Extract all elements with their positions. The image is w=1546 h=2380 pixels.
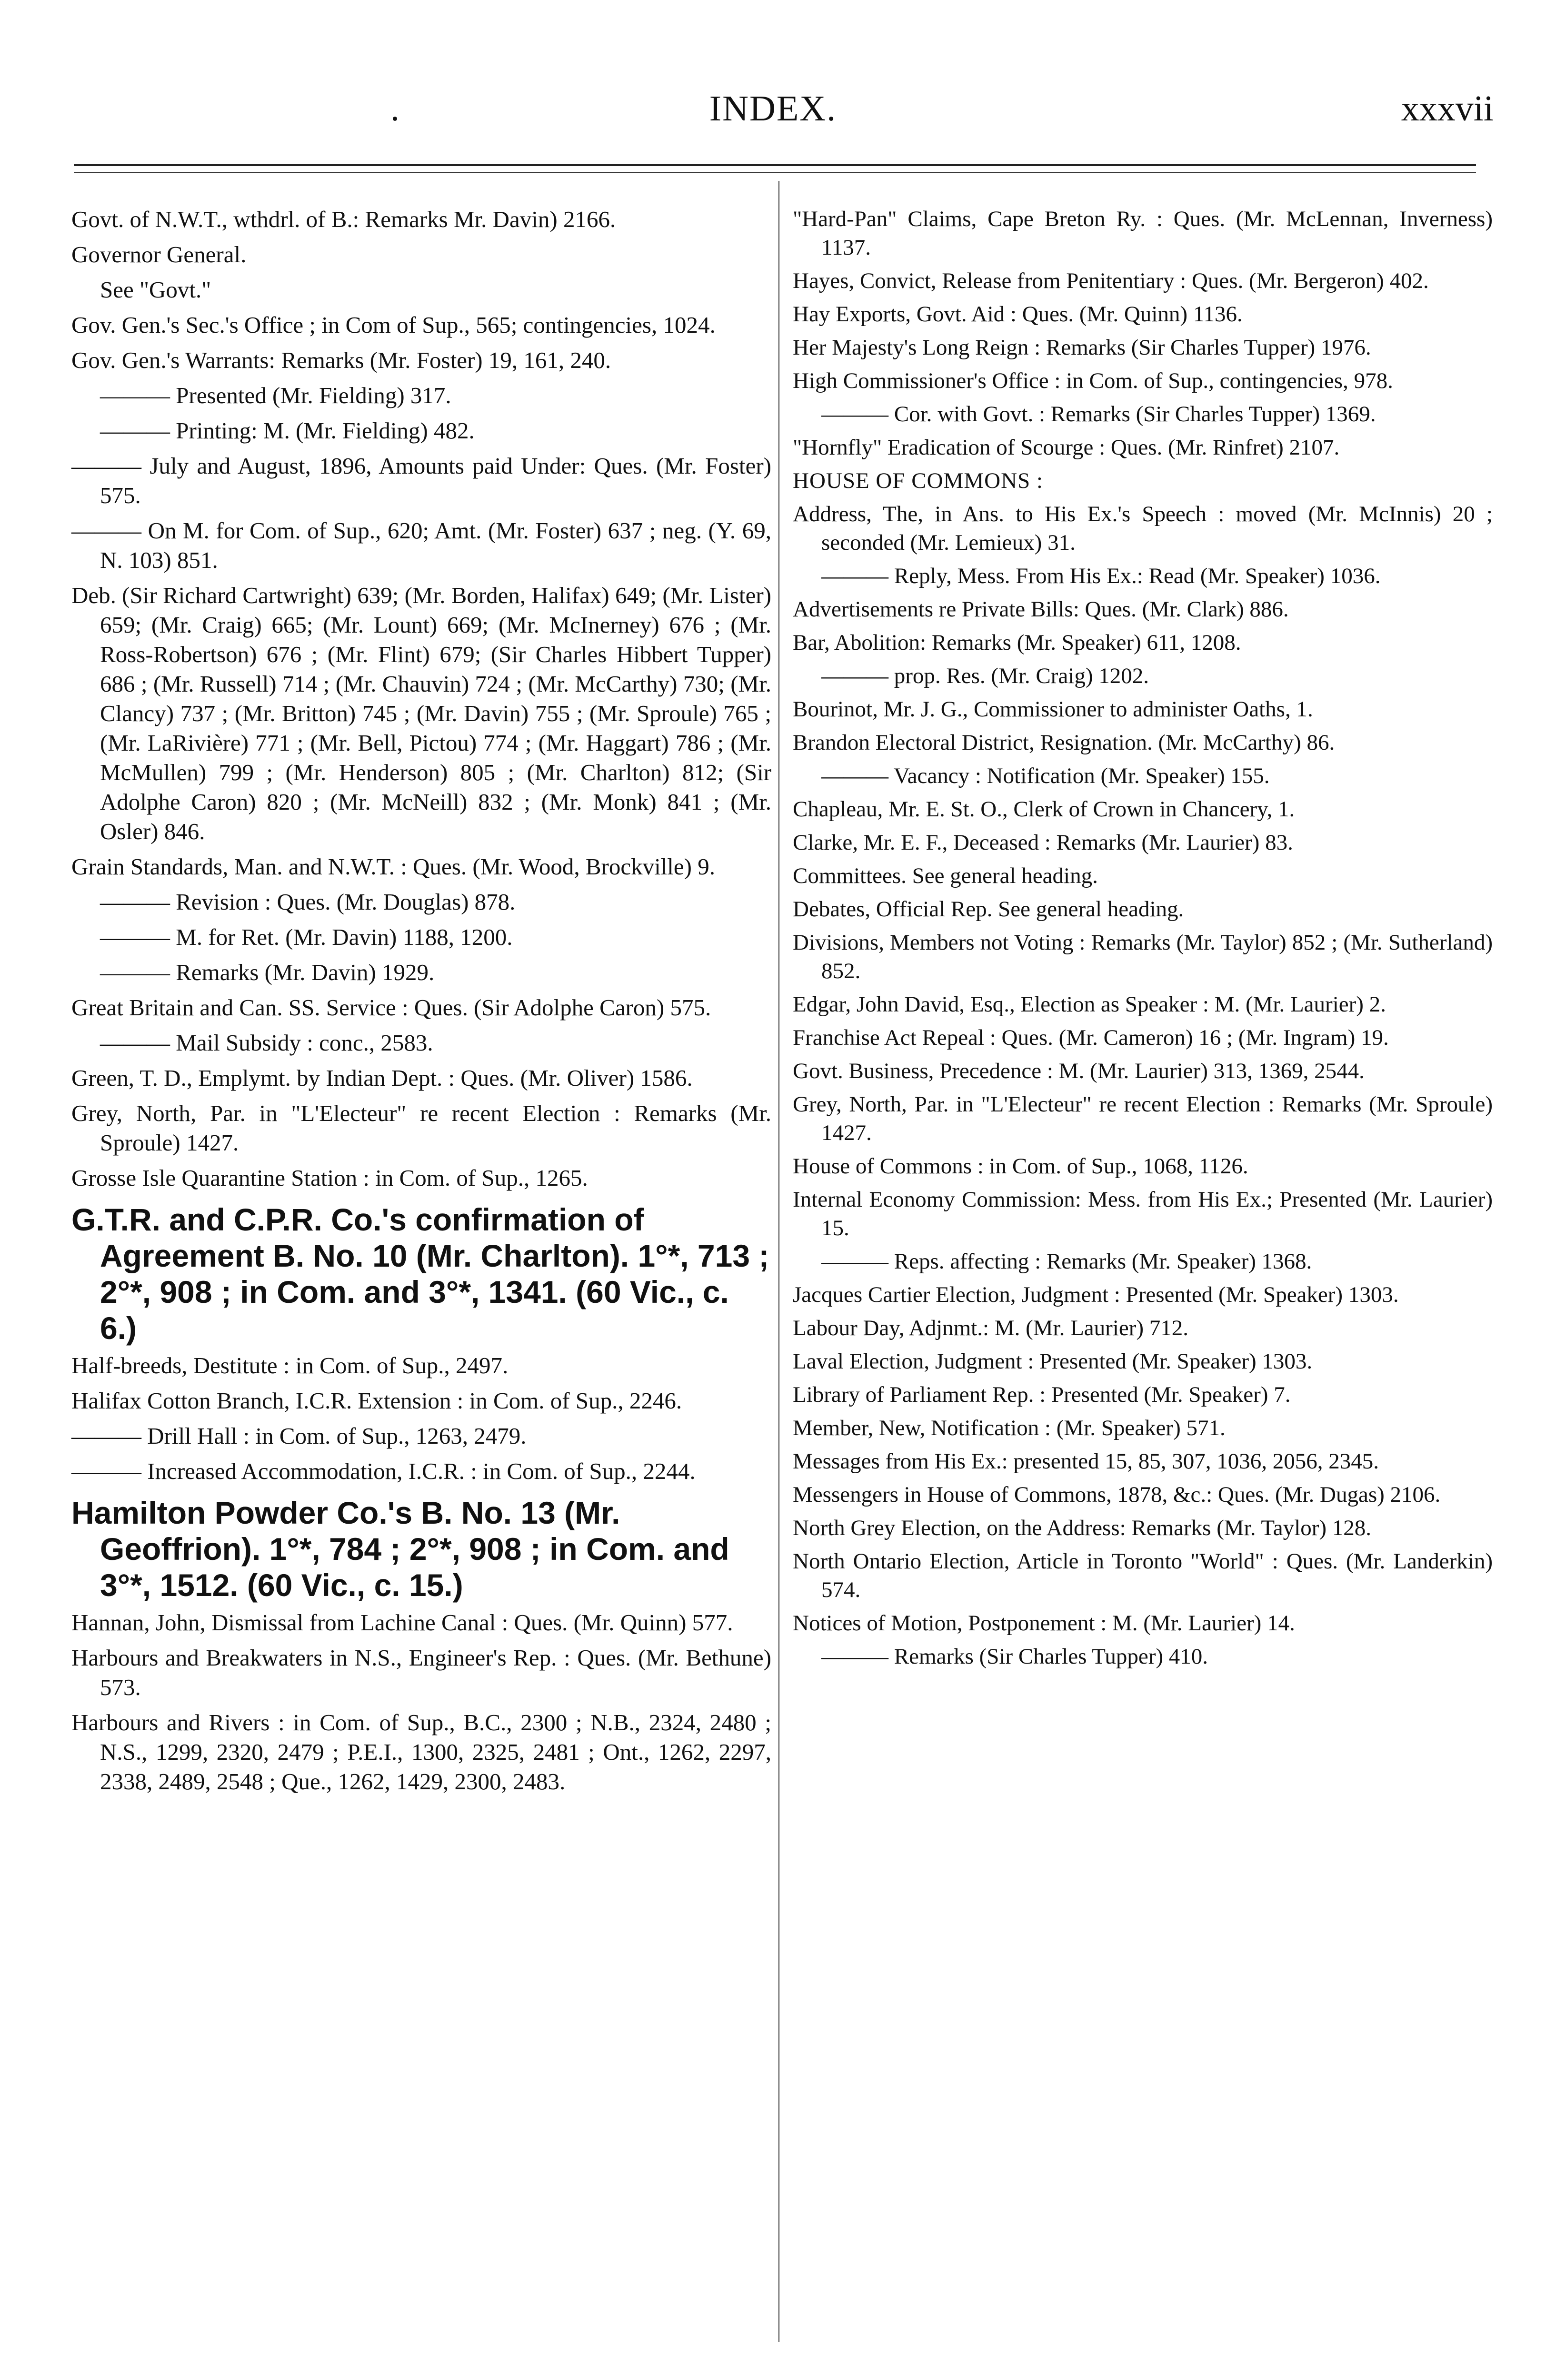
index-entry: Library of Parliament Rep. : Presented (Mr. Speaker) 7. (793, 1382, 1291, 1407)
index-entry: Grosse Isle Quarantine Station : in Com. of Sup., 1265. (71, 1165, 588, 1191)
index-entry: Divisions, Members not Voting : Remarks (Mr. Taylor) 852 ; (Mr. Sutherland) 852. (793, 930, 1493, 983)
index-entry: "Hard-Pan" Claims, Cape Breton Ry. : Ques. (Mr. McLennan, Inverness) 1137. (793, 207, 1493, 260)
index-entry: ——— Vacancy : Notification (Mr. Speaker) 155. (821, 764, 1270, 788)
index-entry: ——— prop. Res. (Mr. Craig) 1202. (821, 664, 1149, 688)
index-entry: Messengers in House of Commons, 1878, &c.: Ques. (Mr. Dugas) 2106. (793, 1482, 1441, 1507)
index-entry: Governor General. (71, 241, 247, 268)
index-entry: Half-breeds, Destitute : in Com. of Sup., 2497. (71, 1352, 509, 1378)
index-entry: Great Britain and Can. SS. Service : Ques. (Sir Adolphe Caron) 575. (71, 994, 711, 1021)
index-entry: Her Majesty's Long Reign : Remarks (Sir Charles Tupper) 1976. (793, 335, 1371, 360)
page-title: INDEX. (709, 89, 837, 129)
index-entry: ——— On M. for Com. of Sup., 620; Amt. (Mr. Foster) 637 ; neg. (Y. 69, N. 103) 851. (71, 517, 771, 573)
bill-heading: G.T.R. and C.P.R. Co.'s confirmation of Agreement B. No. 10 (Mr. Charlton). 1°*, 713 ; 2°*, 908 ; in Com. and 3°*, 1341. (60 Vic., c. 6.) (71, 1202, 769, 1346)
index-entry: Govt. of N.W.T., wthdrl. of B.: Remarks Mr. Davin) 2166. (71, 206, 616, 232)
index-entry: ——— M. for Ret. (Mr. Davin) 1188, 1200. (100, 924, 513, 950)
page-header (0, 88, 1546, 136)
index-entry: North Grey Election, on the Address: Remarks (Mr. Taylor) 128. (793, 1516, 1372, 1540)
index-entry: House of Commons : in Com. of Sup., 1068, 1126. (793, 1154, 1248, 1179)
index-entry: ——— Drill Hall : in Com. of Sup., 1263, 2479. (71, 1423, 527, 1449)
index-entry: ——— July and August, 1896, Amounts paid Under: Ques. (Mr. Foster) 575. (71, 453, 771, 508)
index-entry: Bar, Abolition: Remarks (Mr. Speaker) 611, 1208. (793, 630, 1241, 655)
index-entry: Brandon Electoral District, Resignation. (Mr. McCarthy) 86. (793, 730, 1335, 755)
left-column (71, 205, 771, 1802)
index-entry: ——— Reps. affecting : Remarks (Mr. Speaker) 1368. (821, 1249, 1312, 1274)
index-entry: Deb. (Sir Richard Cartwright) 639; (Mr. Borden, Halifax) 649; (Mr. Lister) 659; (Mr. Craig) 665; (Mr. Lount) 669; (Mr. McInerney) 676 ; (Mr. Ross-Robertson) 676 ; (Mr. Flint) 679; (Sir Charles Hibbert Tupper) 686 ; (Mr. Russell) 714 ; (Mr. Chauvin) 724 ; (Mr. McCarthy) 730; (Mr. Clancy) 737 ; (Mr. Britton) 745 ; (Mr. Davin) 755 ; (Mr. Sproule) 765 ; (Mr. LaRivière) 771 ; (Mr. Bell, Pictou) 774 ; (Mr. Haggart) 786 ; (Mr. McMullen) 799 ; (Mr. Henderson) 805 ; (Mr. Charlton) 812; (Sir Adolphe Caron) 820 ; (Mr. McNeill) 832 ; (Mr. Monk) 841 ; (Mr. Osler) 846. (71, 582, 771, 844)
index-entry: Member, New, Notification : (Mr. Speaker) 571. (793, 1416, 1226, 1440)
index-entry: High Commissioner's Office : in Com. of Sup., contingencies, 978. (793, 368, 1393, 393)
index-entry: Green, T. D., Emplymt. by Indian Dept. : Ques. (Mr. Oliver) 1586. (71, 1065, 693, 1091)
page-number: xxxvii (1401, 89, 1494, 129)
index-entry: Gov. Gen.'s Warrants: Remarks (Mr. Foster) 19, 161, 240. (71, 347, 611, 373)
section-heading: HOUSE OF COMMONS : (793, 468, 1043, 493)
index-entry: Chapleau, Mr. E. St. O., Clerk of Crown in Chancery, 1. (793, 797, 1295, 822)
index-entry: Debates, Official Rep. See general heading. (793, 897, 1184, 922)
index-entry: ——— Remarks (Sir Charles Tupper) 410. (821, 1644, 1208, 1669)
index-entry: ——— Reply, Mess. From His Ex.: Read (Mr. Speaker) 1036. (821, 564, 1381, 588)
header-rule-thin (74, 172, 1476, 173)
index-entry: Clarke, Mr. E. F., Deceased : Remarks (Mr. Laurier) 83. (793, 830, 1293, 855)
header-rule-thick (74, 164, 1476, 166)
index-entry: Committees. See general heading. (793, 863, 1098, 888)
index-entry: Hay Exports, Govt. Aid : Ques. (Mr. Quinn) 1136. (793, 302, 1243, 327)
index-entry: Laval Election, Judgment : Presented (Mr. Speaker) 1303. (793, 1349, 1313, 1374)
index-entry: Hannan, John, Dismissal from Lachine Canal : Ques. (Mr. Quinn) 577. (71, 1609, 733, 1636)
index-entry: Grain Standards, Man. and N.W.T. : Ques. (Mr. Wood, Brockville) 9. (71, 853, 715, 880)
index-entry: Govt. Business, Precedence : M. (Mr. Laurier) 313, 1369, 2544. (793, 1059, 1365, 1083)
index-entry: ——— Revision : Ques. (Mr. Douglas) 878. (100, 889, 516, 915)
index-entry: See "Govt." (100, 277, 211, 303)
index-entry: Internal Economy Commission: Mess. from His Ex.; Presented (Mr. Laurier) 15. (793, 1187, 1493, 1240)
index-entry: ——— Increased Accommodation, I.C.R. : in Com. of Sup., 2244. (71, 1458, 696, 1484)
index-entry: Advertisements re Private Bills: Ques. (Mr. Clark) 886. (793, 597, 1289, 622)
index-entry: Harbours and Rivers : in Com. of Sup., B.C., 2300 ; N.B., 2324, 2480 ; N.S., 1299, 2320, 2479 ; P.E.I., 1300, 2325, 2481 ; Ont., 1262, 2297, 2338, 2489, 2548 ; Que., 1262, 1429, 2300, 2483. (71, 1709, 771, 1795)
index-entry: ——— Cor. with Govt. : Remarks (Sir Charles Tupper) 1369. (821, 402, 1376, 426)
header-dot: . (390, 89, 399, 129)
index-entry: Address, The, in Ans. to His Ex.'s Speech : moved (Mr. McInnis) 20 ; seconded (Mr. Lemieux) 31. (793, 502, 1493, 555)
index-entry: ——— Mail Subsidy : conc., 2583. (100, 1030, 433, 1056)
index-entry: North Ontario Election, Article in Toronto "World" : Ques. (Mr. Landerkin) 574. (793, 1549, 1493, 1602)
index-entry: ——— Remarks (Mr. Davin) 1929. (100, 959, 435, 985)
index-entry: Gov. Gen.'s Sec.'s Office ; in Com of Sup., 565; contingencies, 1024. (71, 312, 716, 338)
column-divider (778, 181, 779, 2342)
index-entry: Grey, North, Par. in "L'Electeur" re recent Election : Remarks (Mr. Sproule) 1427. (793, 1092, 1493, 1145)
bill-heading: Hamilton Powder Co.'s B. No. 13 (Mr. Geoffrion). 1°*, 784 ; 2°*, 908 ; in Com. and 3°*, 1512. (60 Vic., c. 15.) (71, 1495, 729, 1603)
index-entry: ——— Presented (Mr. Fielding) 317. (100, 382, 451, 408)
index-entry: Bourinot, Mr. J. G., Commissioner to administer Oaths, 1. (793, 697, 1313, 722)
index-entry: Jacques Cartier Election, Judgment : Presented (Mr. Speaker) 1303. (793, 1282, 1399, 1307)
index-entry: Labour Day, Adjnmt.: M. (Mr. Laurier) 712. (793, 1316, 1189, 1340)
index-entry: Franchise Act Repeal : Ques. (Mr. Cameron) 16 ; (Mr. Ingram) 19. (793, 1025, 1389, 1050)
index-entry: Messages from His Ex.: presented 15, 85, 307, 1036, 2056, 2345. (793, 1449, 1379, 1474)
index-entry: Hayes, Convict, Release from Penitentiary : Ques. (Mr. Bergeron) 402. (793, 268, 1429, 293)
right-column (793, 205, 1493, 1676)
index-entry: Notices of Motion, Postponement : M. (Mr. Laurier) 14. (793, 1611, 1295, 1636)
index-entry: Grey, North, Par. in "L'Electeur" re recent Election : Remarks (Mr. Sproule) 1427. (71, 1100, 771, 1156)
index-entry: ——— Printing: M. (Mr. Fielding) 482. (100, 417, 475, 444)
index-entry: Halifax Cotton Branch, I.C.R. Extension : in Com. of Sup., 2246. (71, 1388, 682, 1414)
index-entry: "Hornfly" Eradication of Scourge : Ques. (Mr. Rinfret) 2107. (793, 435, 1340, 460)
index-entry: Harbours and Breakwaters in N.S., Engineer's Rep. : Ques. (Mr. Bethune) 573. (71, 1645, 771, 1700)
index-entry: Edgar, John David, Esq., Election as Speaker : M. (Mr. Laurier) 2. (793, 992, 1386, 1017)
